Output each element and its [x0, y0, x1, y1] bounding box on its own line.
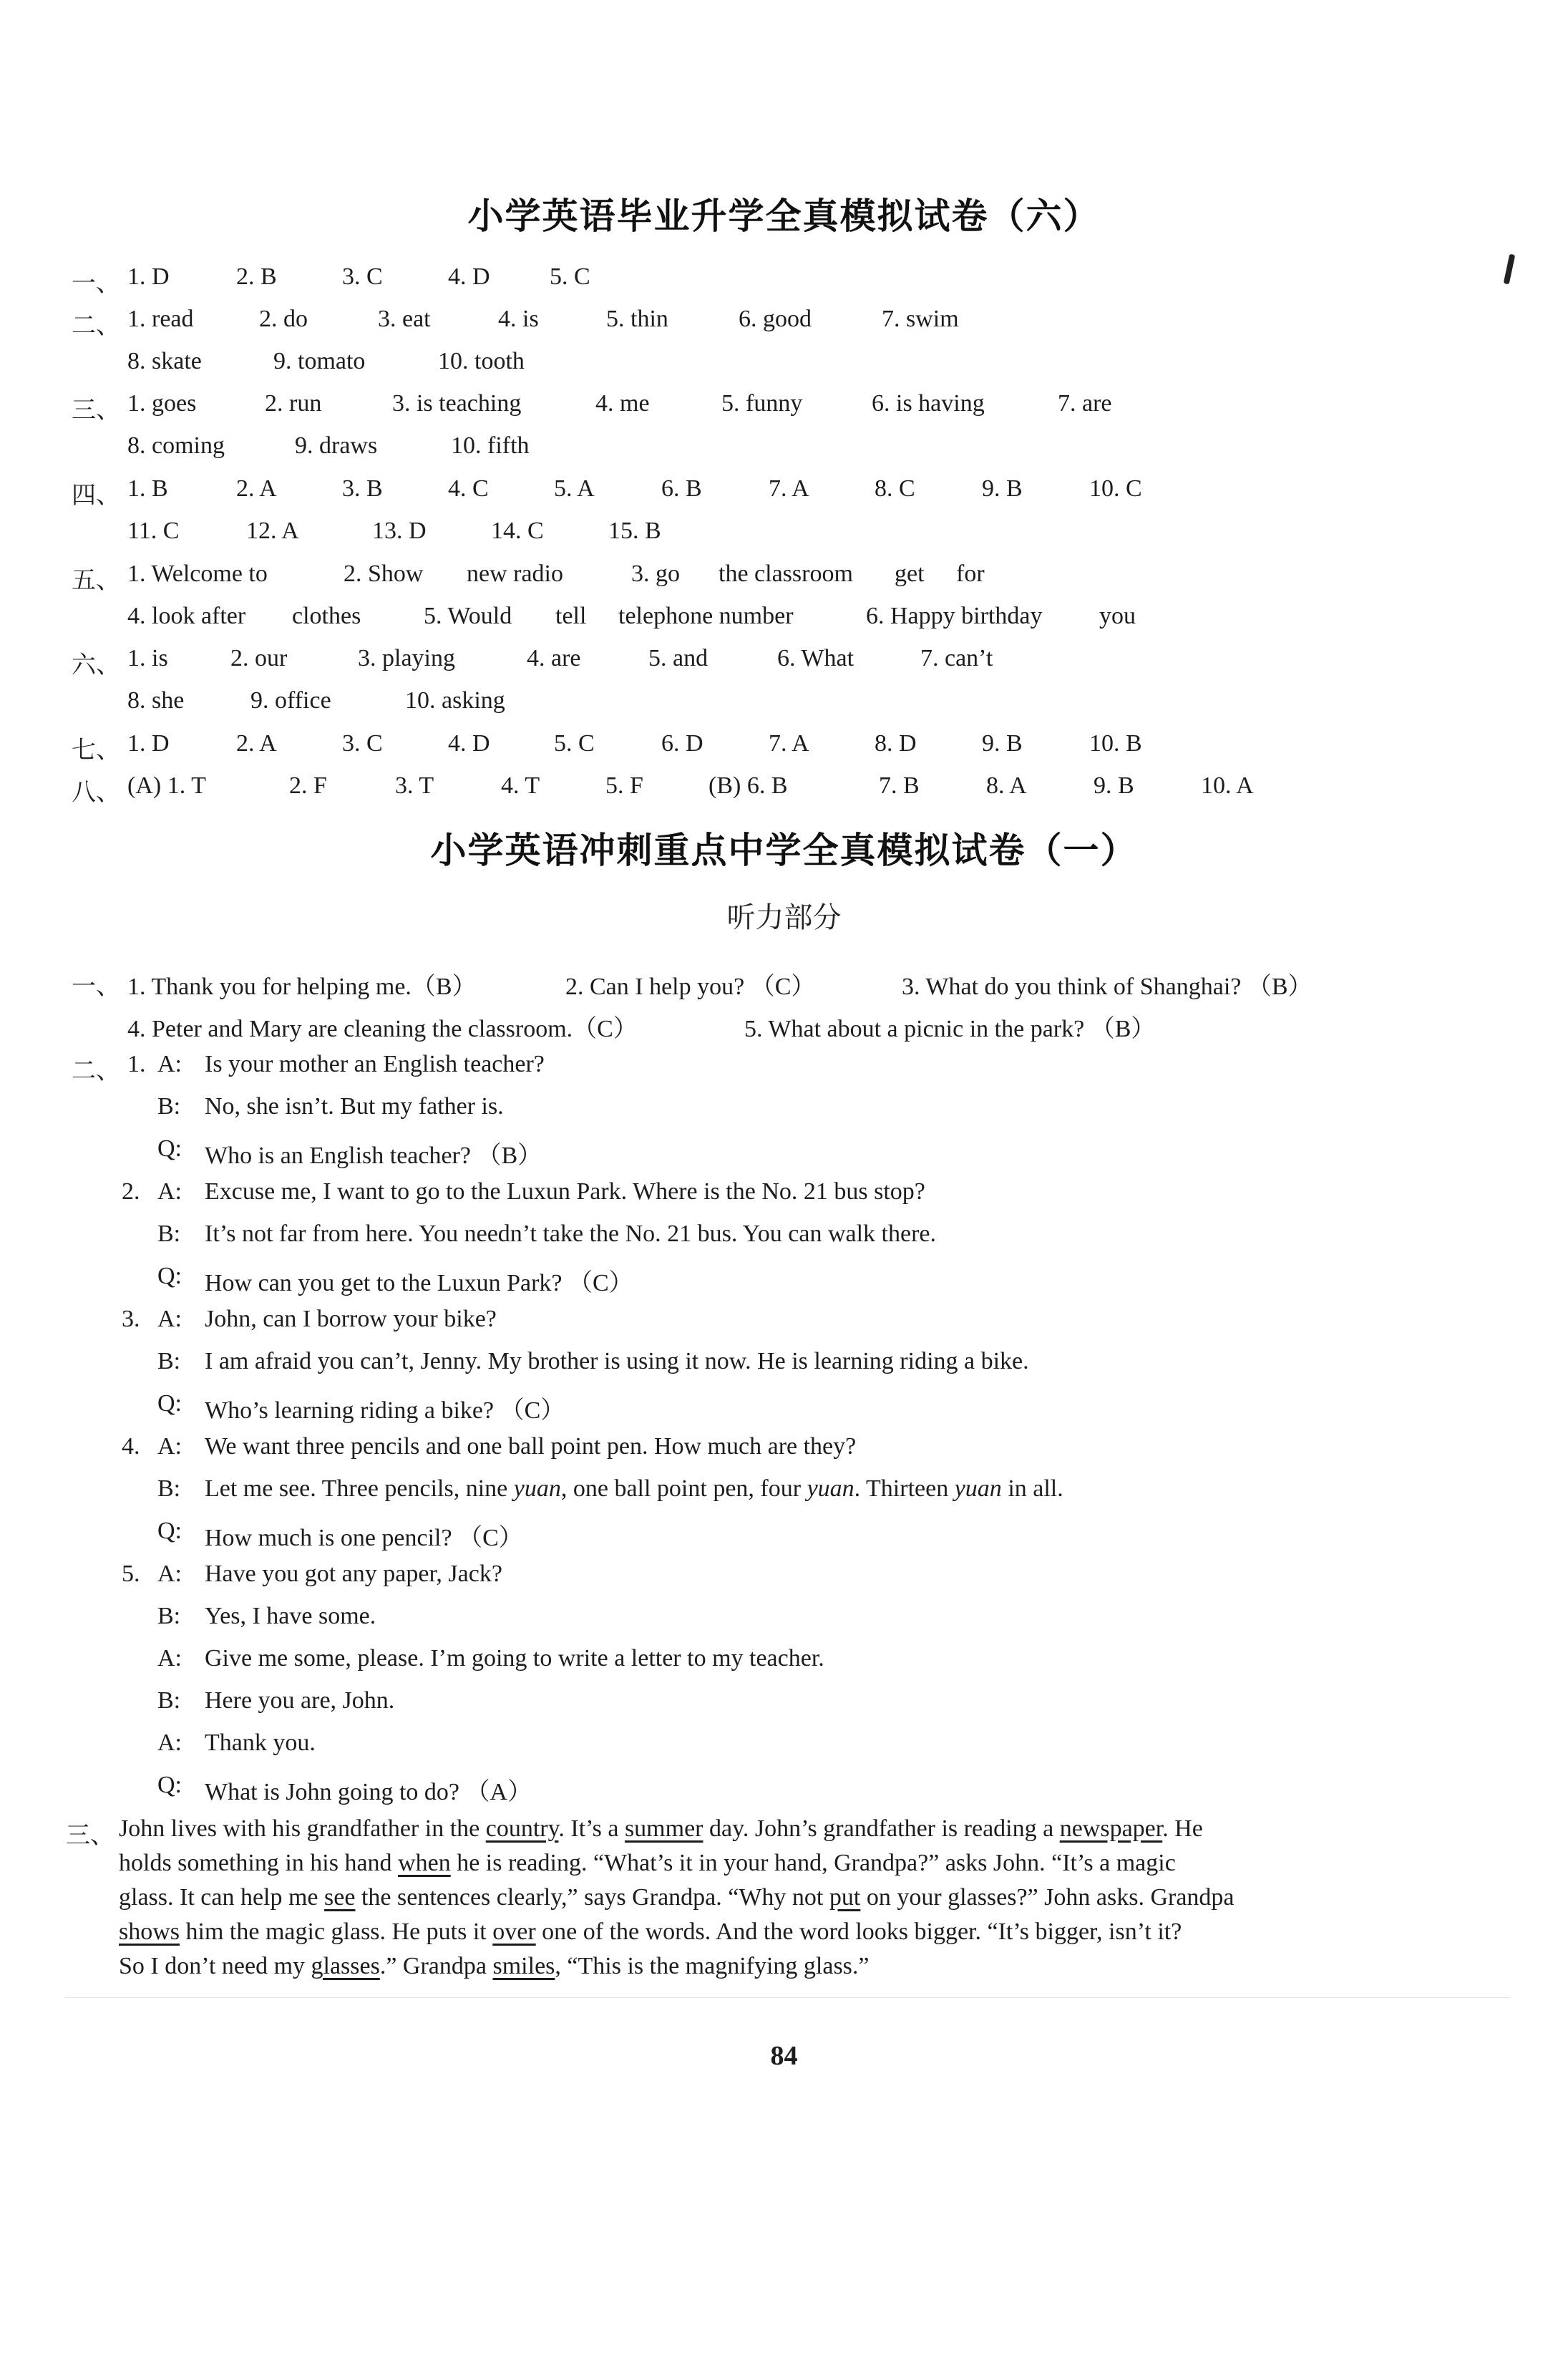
- speaker: A:: [157, 1433, 182, 1460]
- answer-item: 1. Thank you for helping me.（B）: [127, 974, 477, 1000]
- answer-item: clothes: [292, 603, 361, 629]
- answer-item: 1. goes: [127, 390, 197, 417]
- answer-item: 5. C: [554, 730, 595, 757]
- answer-item: tell: [555, 603, 587, 629]
- answer-item: 1. B: [127, 475, 168, 502]
- answer-item: 4. me: [595, 390, 650, 417]
- section-label: 三、: [66, 1821, 115, 1850]
- dialogue-number: 5.: [122, 1561, 140, 1587]
- answer-item: 9. B: [982, 475, 1023, 502]
- divider: [64, 1997, 1510, 1998]
- speaker: Q:: [157, 1518, 182, 1544]
- section-label: 一、: [72, 269, 120, 298]
- dialogue-text: It’s not far from here. You needn’t take the No. 21 bus. You can walk there.: [205, 1221, 937, 1247]
- dialogue-text: Excuse me, I want to go to the Luxun Park. Where is the No. 21 bus stop?: [205, 1178, 925, 1205]
- answer-item: 4. C: [448, 475, 489, 502]
- dialogue-text: We want three pencils and one ball point pen. How much are they?: [205, 1433, 857, 1460]
- speaker: A:: [157, 1645, 182, 1672]
- section-label: 二、: [72, 1057, 120, 1085]
- speaker: A:: [157, 1729, 182, 1756]
- dialogue-number: 2.: [122, 1178, 140, 1205]
- dialogue-number: 1.: [127, 1051, 146, 1077]
- speaker: Q:: [157, 1390, 182, 1417]
- answer-item: 2. A: [236, 730, 277, 757]
- answer-item: 5. funny: [721, 390, 803, 417]
- dialogue-text: Here you are, John.: [205, 1687, 395, 1714]
- dialogue-number: 3.: [122, 1306, 140, 1332]
- answer-item: 7. A: [769, 730, 809, 757]
- answer-item: 2. Show: [344, 561, 424, 587]
- answer-item: 4. D: [448, 263, 490, 290]
- answer-item: 6. good: [739, 306, 812, 332]
- answer-item: 7. A: [769, 475, 809, 502]
- answer-item: 5. and: [648, 645, 708, 671]
- section-label: 七、: [72, 736, 120, 765]
- answer-item: 4. Peter and Mary are cleaning the classroom.（C）: [127, 1016, 638, 1042]
- answer-item: 6. is having: [872, 390, 985, 417]
- speaker: B:: [157, 1687, 181, 1714]
- answer-item: 4. D: [448, 730, 490, 757]
- answer-item: 10. asking: [405, 687, 505, 714]
- answer-item: 1. D: [127, 730, 170, 757]
- dialogue-text: I am afraid you can’t, Jenny. My brother is using it now. He is learning riding a bike.: [205, 1348, 1029, 1374]
- answer-item: 13. D: [372, 518, 427, 544]
- answer-item: 7. swim: [882, 306, 959, 332]
- speaker: Q:: [157, 1772, 182, 1798]
- answer-item: 2. Can I help you? （C）: [565, 974, 816, 1000]
- answer-item: 10. fifth: [451, 432, 530, 459]
- speaker: A:: [157, 1306, 182, 1332]
- answer-item: 4. are: [527, 645, 581, 671]
- speaker: B:: [157, 1348, 181, 1374]
- answer-item: (A) 1. T: [127, 772, 206, 799]
- answer-page: 小学英语毕业升学全真模拟试卷（六） 一、 1. D 2. B 3. C 4. D 5. C 二、 1. read 2. do 3. eat 4. is 5. thin 6. good 7. swim 8. skate 9. tomato 10. tooth 三、 1. goes 2. run 3. is teaching 4. me 5. funny 6. is having 7. are 8. coming 9. draws 10. fifth 四、 1. B 2. A 3. B 4. C 5. A 6. B 7. A 8. C 9. B 10. C 11. C 12. A 13. D 14. C 15. B 五、 1. Welcome to 2. Show new radio 3. go the classroom get for 4. look after clothes 5. Would tell telephone number 6. Happy birthday you 六、 1. is 2. our 3. playing 4. are 5. and 6. What 7. can’t 8. she 9. office 10. asking 七、 1. D 2. A 3. C 4. D 5. C 6. D 7. A 8. D 9. B 10. B 八、 (A) 1. T 2. F 3. T 4. T 5. F (B) 6. B 7. B 8. A 9. B 10. A 小学英语冲刺重点中学全真模拟试卷（一） 听力部分 一、 1. Thank you for helping me.（B） 2. Can I help you? （C） 3. What do you think of Shanghai? （B） 4. Peter and Mary are cleaning the classroom.（C） 5. What about a picnic in the park? （B） 二、 1. A: Is your mother an English teacher? B: No, she isn’t. But my father is. Q: Who is an English teacher? （B） 2. A: Excuse me, I want to go to the Luxun Park. Where is the No. 21 bus stop? B: It’s not far from here. You needn’t take the No. 21 bus. You can walk there. Q: How can you get to the Luxun Park? （C） 3. A: John, can I borrow your bike? B: I am afraid you can’t, Jenny. My brother is using it now. He is learning riding a bike. Q: Who’s learning riding a bike? （C） 4. A: We want three pencils and one ball point pen. How much are they? B: Let me see. Three pencils, nine yuan, one ball point pen, four yuan. Thirteen yuan in all. Q: How much is one pencil? （C） 5. A: Have you got any paper, Jack? B: Yes, I have some. A: Give me some, please. I’m going to write a letter to my teacher. B: Here you are, John. A: Thank you. Q: What is John going to do? （A） 三、 John lives with his grandfather in the country. It’s a summer day. John’s grandfather is reading a newspaper. He holds something in his hand when he is reading. “What’s it in your hand, Grandpa?” asks John. “It’s a magic glass. It can help me see the sentences clearly,” says Grandpa. “Why not put on your glasses?” John asks. Grandpa shows him the magic glass. He puts it over one of the words. And the word looks bigger. “It’s bigger, isn’t it? So I don’t need my glasses.” Grandpa smiles, “This is the magnifying glass.” 84: [0, 0, 1568, 2353]
- answer-item: 4. T: [501, 772, 540, 799]
- speaker: A:: [157, 1051, 182, 1077]
- speaker: B:: [157, 1093, 181, 1120]
- answer-item: 8. C: [875, 475, 915, 502]
- dialogue-text: Let me see. Three pencils, nine yuan, one ball point pen, four yuan. Thirteen yuan in all.: [205, 1475, 1063, 1502]
- answer-item: 9. tomato: [273, 348, 366, 374]
- answer-item: 10. A: [1201, 772, 1254, 799]
- dialogue-text: How can you get to the Luxun Park? （C）: [205, 1270, 633, 1296]
- page-number: 84: [770, 2041, 798, 2071]
- answer-item: 3. B: [342, 475, 383, 502]
- section-label: 二、: [72, 311, 120, 340]
- answer-item: 6. Happy birthday: [866, 603, 1043, 629]
- answer-item: 8. A: [986, 772, 1027, 799]
- answer-item: 15. B: [608, 518, 661, 544]
- answer-item: 1. D: [127, 263, 170, 290]
- answer-item: 5. A: [554, 475, 595, 502]
- answer-item: 2. our: [230, 645, 288, 671]
- subtitle-listening: 听力部分: [726, 901, 842, 934]
- dialogue-text: Give me some, please. I’m going to write a letter to my teacher.: [205, 1645, 824, 1672]
- answer-item: 8. coming: [127, 432, 225, 459]
- answer-item: 11. C: [127, 518, 180, 544]
- answer-item: 5. What about a picnic in the park? （B）: [744, 1016, 1156, 1042]
- speaker: B:: [157, 1475, 181, 1502]
- answer-item: 9. office: [250, 687, 331, 714]
- dialogue-text: Have you got any paper, Jack?: [205, 1561, 502, 1587]
- dialogue-text: How much is one pencil? （C）: [205, 1525, 523, 1551]
- answer-item: 6. D: [661, 730, 703, 757]
- answer-item: 1. Welcome to: [127, 561, 268, 587]
- scan-mark: [1504, 254, 1516, 285]
- section-label: 四、: [72, 481, 120, 510]
- speaker: A:: [157, 1178, 182, 1205]
- answer-item: 1. is: [127, 645, 168, 671]
- section-label: 八、: [72, 778, 120, 807]
- answer-item: 7. can’t: [920, 645, 993, 671]
- speaker: Q:: [157, 1135, 182, 1162]
- answer-item: 10. B: [1089, 730, 1142, 757]
- answer-item: 1. read: [127, 306, 194, 332]
- answer-item: 3. playing: [358, 645, 455, 671]
- answer-item: 3. go: [631, 561, 680, 587]
- dialogue-text: Is your mother an English teacher?: [205, 1051, 545, 1077]
- answer-item: for: [956, 561, 985, 587]
- answer-item: 9. B: [1094, 772, 1134, 799]
- section-label: 三、: [72, 396, 120, 424]
- answer-item: 9. draws: [295, 432, 378, 459]
- answer-item: 10. tooth: [438, 348, 525, 374]
- dialogue-number: 4.: [122, 1433, 140, 1460]
- answer-item: 2. run: [265, 390, 322, 417]
- title-sprint-exam-1: 小学英语冲刺重点中学全真模拟试卷（一）: [430, 829, 1138, 871]
- answer-item: 10. C: [1089, 475, 1142, 502]
- answer-item: 3. eat: [378, 306, 431, 332]
- speaker: B:: [157, 1221, 181, 1247]
- answer-item: 8. skate: [127, 348, 202, 374]
- answer-item: 8. D: [875, 730, 917, 757]
- answer-item: new radio: [467, 561, 564, 587]
- title-mock-exam-6: 小学英语毕业升学全真模拟试卷（六）: [467, 195, 1101, 237]
- answer-item: the classroom: [719, 561, 853, 587]
- dialogue-text: Yes, I have some.: [205, 1603, 376, 1629]
- speaker: Q:: [157, 1263, 182, 1289]
- section-label: 五、: [72, 566, 120, 595]
- answer-item: 3. is teaching: [392, 390, 522, 417]
- answer-item: 12. A: [246, 518, 299, 544]
- answer-item: 4. look after: [127, 603, 246, 629]
- answer-item: 2. A: [236, 475, 277, 502]
- answer-item: 6. B: [661, 475, 702, 502]
- dialogue-text: Who is an English teacher? （B）: [205, 1142, 542, 1169]
- answer-item: 6. What: [777, 645, 854, 671]
- answer-item: 3. What do you think of Shanghai? （B）: [902, 974, 1313, 1000]
- answer-item: you: [1099, 603, 1136, 629]
- speaker: B:: [157, 1603, 181, 1629]
- answer-item: 3. T: [395, 772, 434, 799]
- dialogue-text: No, she isn’t. But my father is.: [205, 1093, 504, 1120]
- dialogue-text: John, can I borrow your bike?: [205, 1306, 497, 1332]
- answer-item: get: [895, 561, 925, 587]
- speaker: A:: [157, 1561, 182, 1587]
- answer-item: 2. do: [259, 306, 308, 332]
- dialogue-text: What is John going to do? （A）: [205, 1779, 532, 1805]
- section-label: 六、: [72, 651, 120, 679]
- answer-item: 5. Would: [424, 603, 512, 629]
- answer-item: 3. C: [342, 263, 383, 290]
- answer-item: telephone number: [618, 603, 794, 629]
- answer-item: 4. is: [498, 306, 539, 332]
- answer-item: 5. C: [550, 263, 590, 290]
- answer-item: 7. are: [1058, 390, 1112, 417]
- answer-item: 2. B: [236, 263, 277, 290]
- dialogue-text: Who’s learning riding a bike? （C）: [205, 1397, 565, 1424]
- answer-item: 8. she: [127, 687, 185, 714]
- answer-item: 9. B: [982, 730, 1023, 757]
- answer-item: 2. F: [289, 772, 327, 799]
- answer-item: 14. C: [491, 518, 544, 544]
- section-label: 一、: [72, 972, 120, 1001]
- answer-item: (B) 6. B: [708, 772, 788, 799]
- answer-item: 3. C: [342, 730, 383, 757]
- answer-item: 5. thin: [606, 306, 668, 332]
- answer-item: 5. F: [605, 772, 643, 799]
- dialogue-text: Thank you.: [205, 1729, 316, 1756]
- answer-item: 7. B: [879, 772, 920, 799]
